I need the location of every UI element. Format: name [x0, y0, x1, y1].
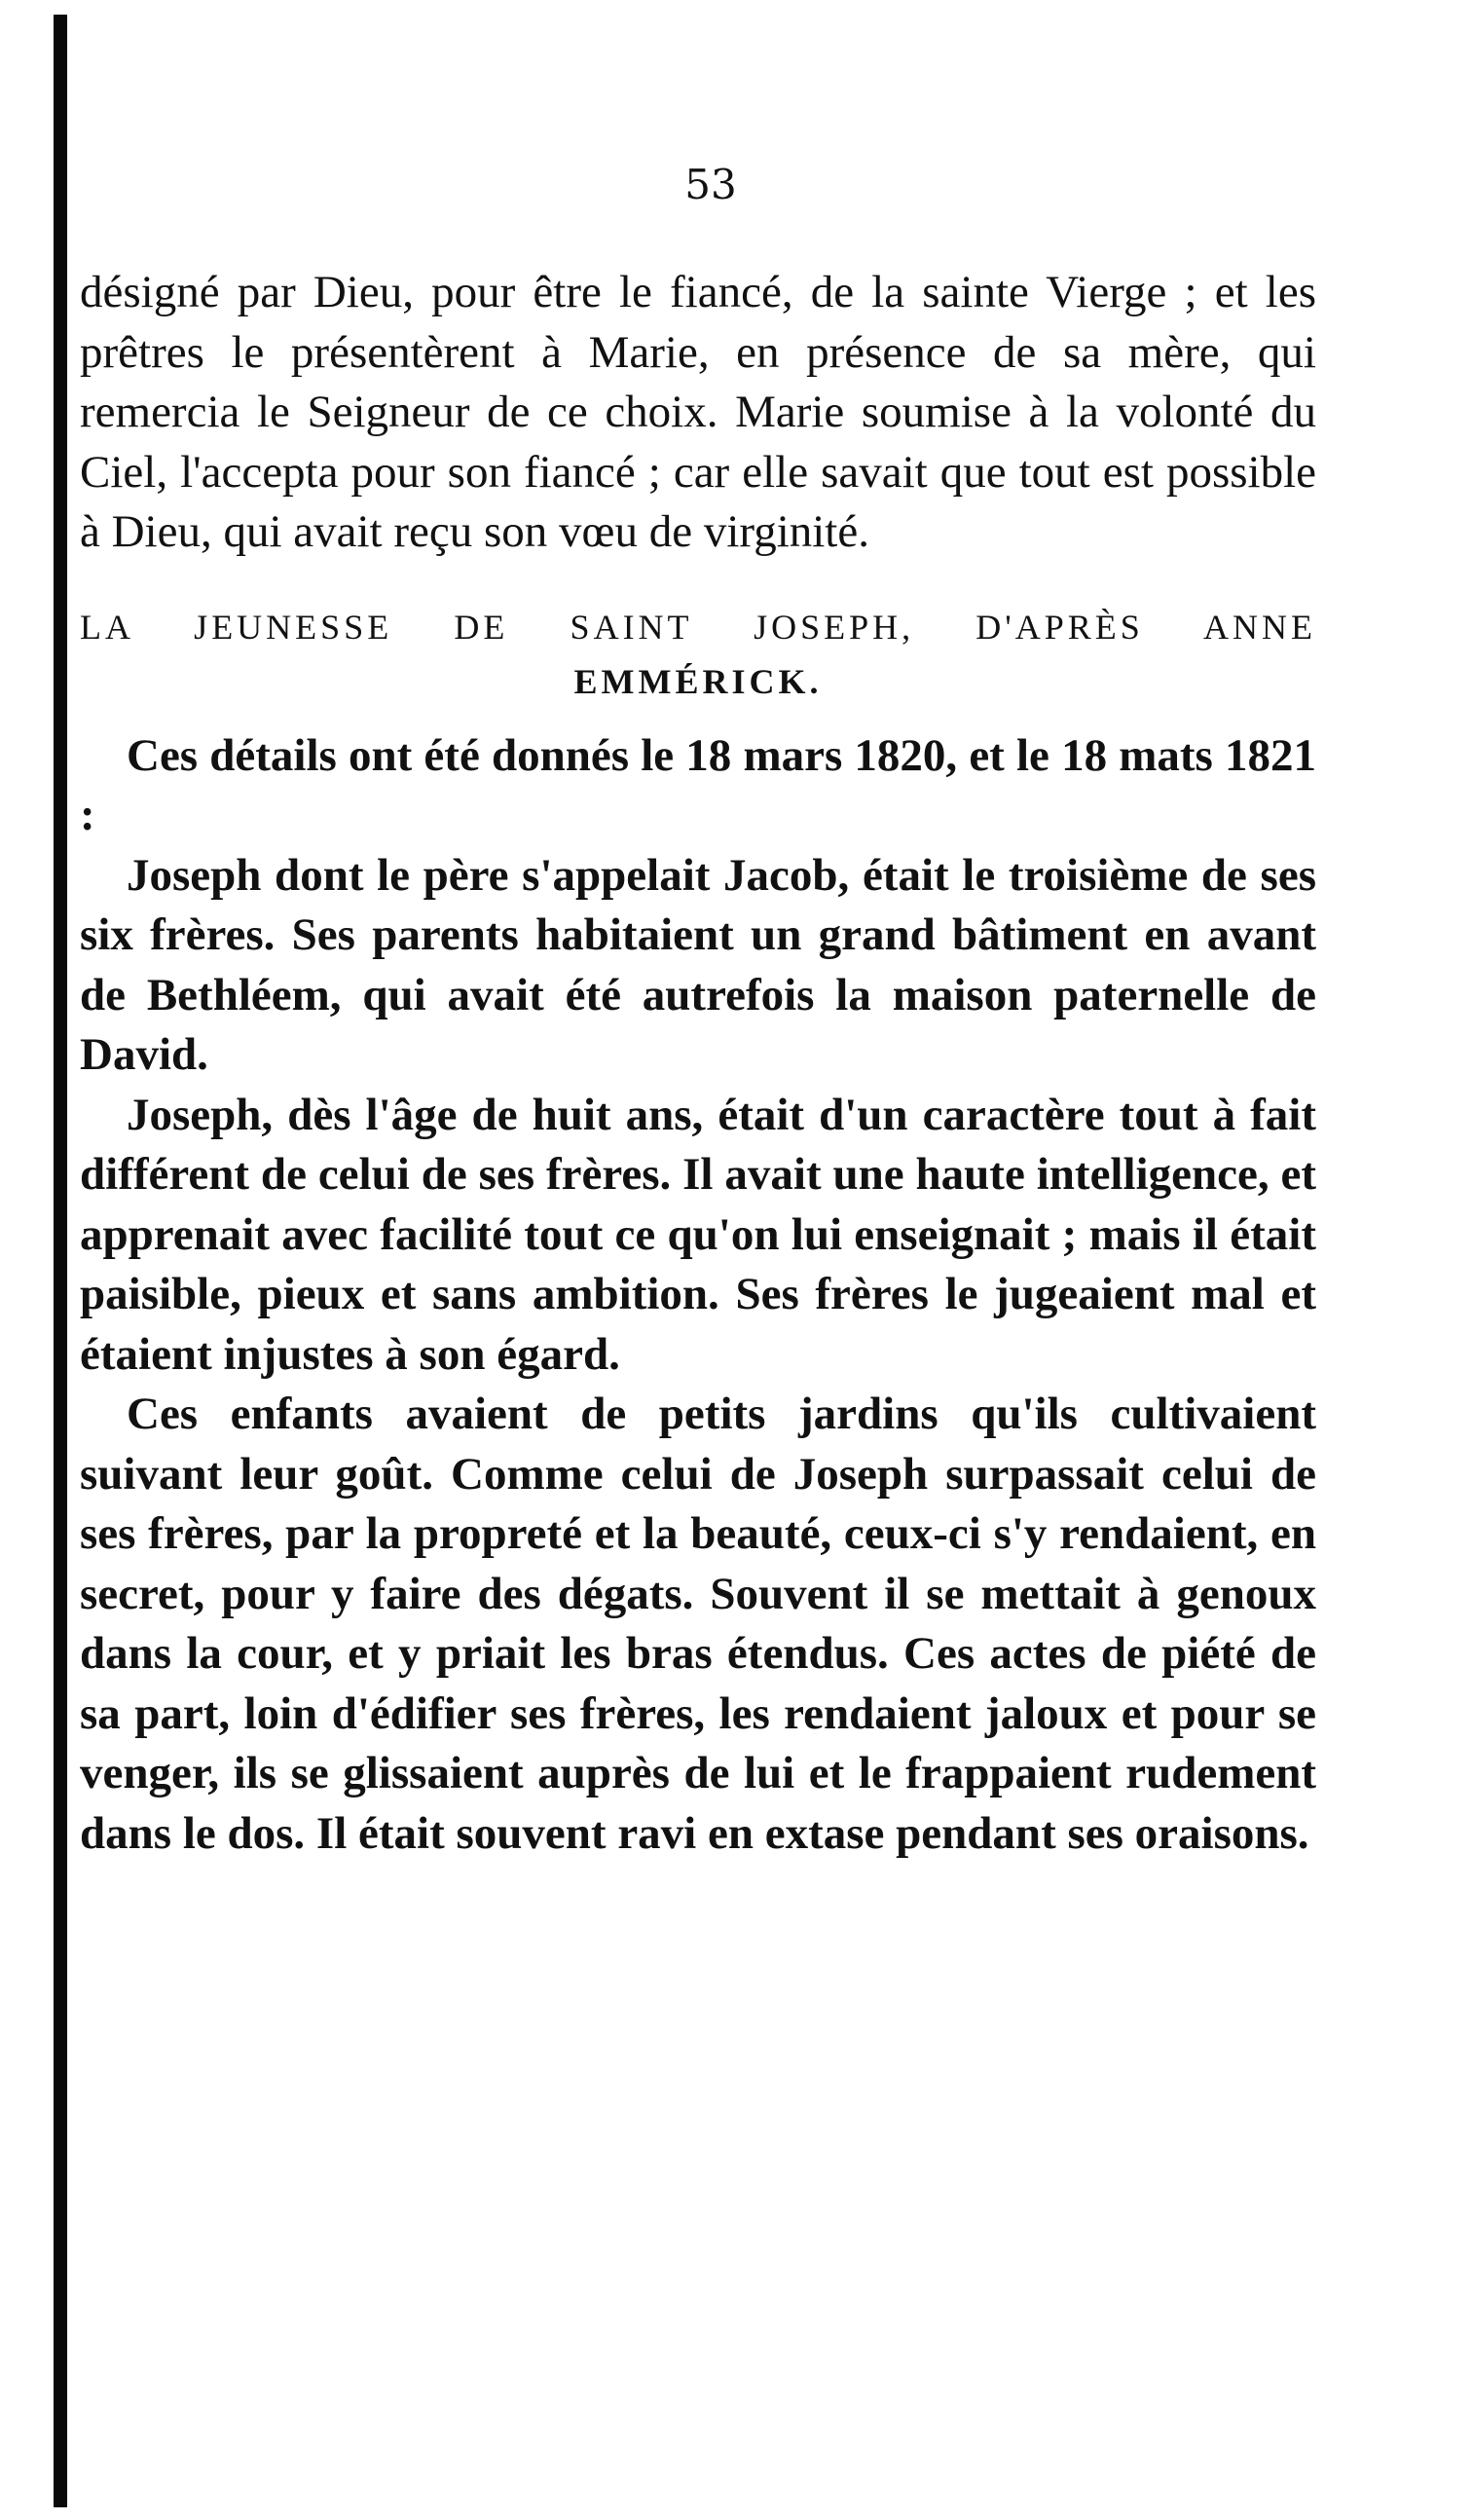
section-heading: [80, 600, 1316, 709]
binding-edge-rule: [54, 15, 67, 2507]
section-heading-line-1: LA JEUNESSE DE SAINT JOSEPH, D'APRÈS ANNE: [80, 607, 1316, 647]
paragraph-character: Joseph, dès l'âge de huit ans, était d'un caractère tout à fait différent de celui de ses frères. Il avait une haute intelligence, et apprenait avec facilité tout ce qu'on lui enseignait ; mais il était paisible, pieux et sans ambition. Ses frères le jugeaient mal et étaient injustes à son égard.: [80, 1089, 1316, 1380]
page-body: [80, 263, 1316, 1864]
section-heading-line-2: EMMÉRICK.: [573, 661, 823, 701]
paragraph-continuation: désigné par Dieu, pour être le fiancé, de la sainte Vierge ; et les prêtres le présentèrent à Marie, en présence de sa mère, qui remercia le Seigneur de ce choix. Marie soumise à la volonté du Ciel, l'accepta pour son fiancé ; car elle savait que tout est possible à Dieu, qui avait reçu son vœu de virginité.: [80, 267, 1316, 557]
paragraph-gardens: Ces enfants avaient de petits jardins qu'ils cultivaient suivant leur goût. Comme celui de Joseph surpassait celui de ses frères, par la propreté et la beauté, ceux-ci s'y rendaient, en secret, pour y faire des dégats. Souvent il se mettait à genoux dans la cour, et y priait les bras étendus. Ces actes de piété de sa part, loin d'édifier ses frères, les rendaient jaloux et pour se venger, ils se glissaient auprès de lui et le frappaient rudement dans le dos. Il était souvent ravi en extase pendant ses oraisons.: [80, 1389, 1316, 1859]
page-number: 53: [684, 161, 737, 208]
paragraph-dates: Ces détails ont été donnés le 18 mars 1820, et le 18 mats 1821 :: [80, 729, 1316, 840]
paragraph-family: Joseph dont le père s'appelait Jacob, était le troisième de ses six frères. Ses parents habitaient un grand bâtiment en avant de Bethléem, qui avait été autrefois la maison paternelle de David.: [80, 849, 1316, 1080]
